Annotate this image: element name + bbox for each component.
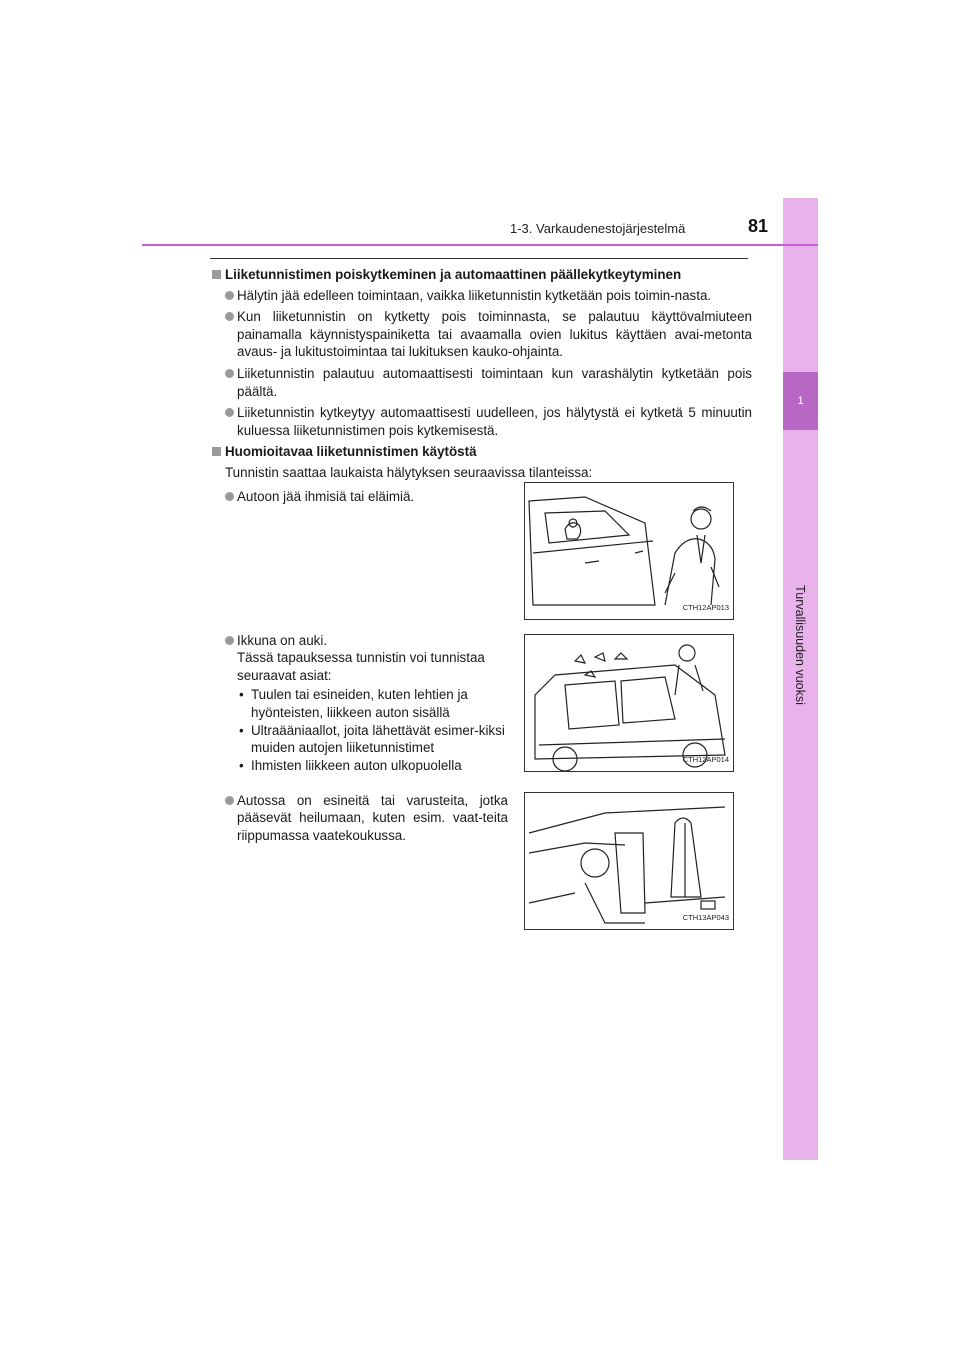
- section-heading-motion-sensor-notes: Huomioitavaa liiketunnistimen käytöstä: [212, 443, 752, 461]
- round-bullet-icon: [225, 291, 234, 300]
- section-intro: Tunnistin saattaa laukaista hälytyksen seuraavissa tilanteissa:: [225, 464, 593, 480]
- page-number: 81: [748, 216, 769, 236]
- car-interior-hanging-jacket-illustration: [524, 792, 734, 930]
- square-bullet-icon: [212, 270, 221, 279]
- list-item: Kun liiketunnistin on kytketty pois toiminnasta, se palautuu käyttövalmiuteen painamalla käynnistyspainiketta tai avaamalla ovien lukitus käyttäen avai-metonta avaus- ja lukitustoimintaa tai lukituksen kauko-ohjainta.: [212, 308, 752, 361]
- round-bullet-icon: [225, 369, 234, 378]
- list-item-detail: Tässä tapauksessa tunnistin voi tunnistaa seuraavat asiat:: [237, 650, 485, 683]
- chapter-title: Turvallisuuden vuoksi: [793, 585, 807, 705]
- chapter-title-vertical: [793, 585, 807, 705]
- round-bullet-icon: [225, 796, 234, 805]
- chapter-number-badge: [783, 372, 818, 430]
- figure-code: CTH12AP014: [682, 754, 729, 764]
- dot-marker: •: [239, 757, 244, 773]
- square-bullet-icon: [212, 447, 221, 456]
- chapter-number: 1: [797, 395, 804, 407]
- sub-list-item: • Ihmisten liikkeen auton ulkopuolella: [239, 757, 462, 773]
- figure-code: CTH12AP013: [682, 602, 729, 612]
- round-bullet-icon: [225, 492, 234, 501]
- open-window-leaves-illustration: [524, 634, 734, 772]
- dot-marker: •: [239, 722, 244, 738]
- running-header: 1-3. Varkaudenestojärjestelmä: [510, 221, 686, 236]
- situation-people-animals: [212, 488, 752, 632]
- sub-list-item: • Tuulen tai esineiden, kuten lehtien ja hyönteisten, liikkeen auton sisällä: [239, 687, 468, 720]
- section-heading-motion-sensor-cancel: Liiketunnistimen poiskytkeminen ja automaattinen päällekytkeytyminen: [212, 266, 752, 284]
- situation-open-window: [212, 632, 752, 792]
- car-with-dog-and-man-illustration: [524, 482, 734, 620]
- round-bullet-icon: [225, 312, 234, 321]
- list-item: Ikkuna on auki.: [212, 632, 508, 650]
- situation-swinging-objects: [212, 792, 752, 932]
- list-item: Liiketunnistin kytkeytyy automaattisesti uudelleen, jos hälytystä ei kytketä 5 minuutin kuluessa liiketunnistimen pois kytkemisestä.: [212, 404, 752, 439]
- section-divider: [210, 258, 748, 259]
- round-bullet-icon: [225, 408, 234, 417]
- list-item: Autossa on esineitä tai varusteita, jotka pääsevät heilumaan, kuten esim. vaat-teita riippumassa vaatekoukussa.: [212, 792, 508, 845]
- list-item: Autoon jää ihmisiä tai eläimiä.: [212, 488, 508, 506]
- sub-list-item: • Ultraääniaallot, joita lähettävät esimer-kiksi muiden autojen liiketunnistimet: [239, 722, 505, 756]
- figure-code: CTH13AP043: [682, 912, 729, 922]
- round-bullet-icon: [225, 636, 234, 645]
- page-content: [212, 266, 752, 932]
- header-rule: [142, 244, 818, 246]
- list-item: Hälytin jää edelleen toimintaan, vaikka liiketunnistin kytketään pois toimin-nasta.: [212, 287, 752, 305]
- chapter-side-tab: [783, 198, 818, 1160]
- dot-marker: •: [239, 687, 244, 703]
- list-item: Liiketunnistin palautuu automaattisesti toimintaan kun varashälytin kytketään pois päältä.: [212, 365, 752, 400]
